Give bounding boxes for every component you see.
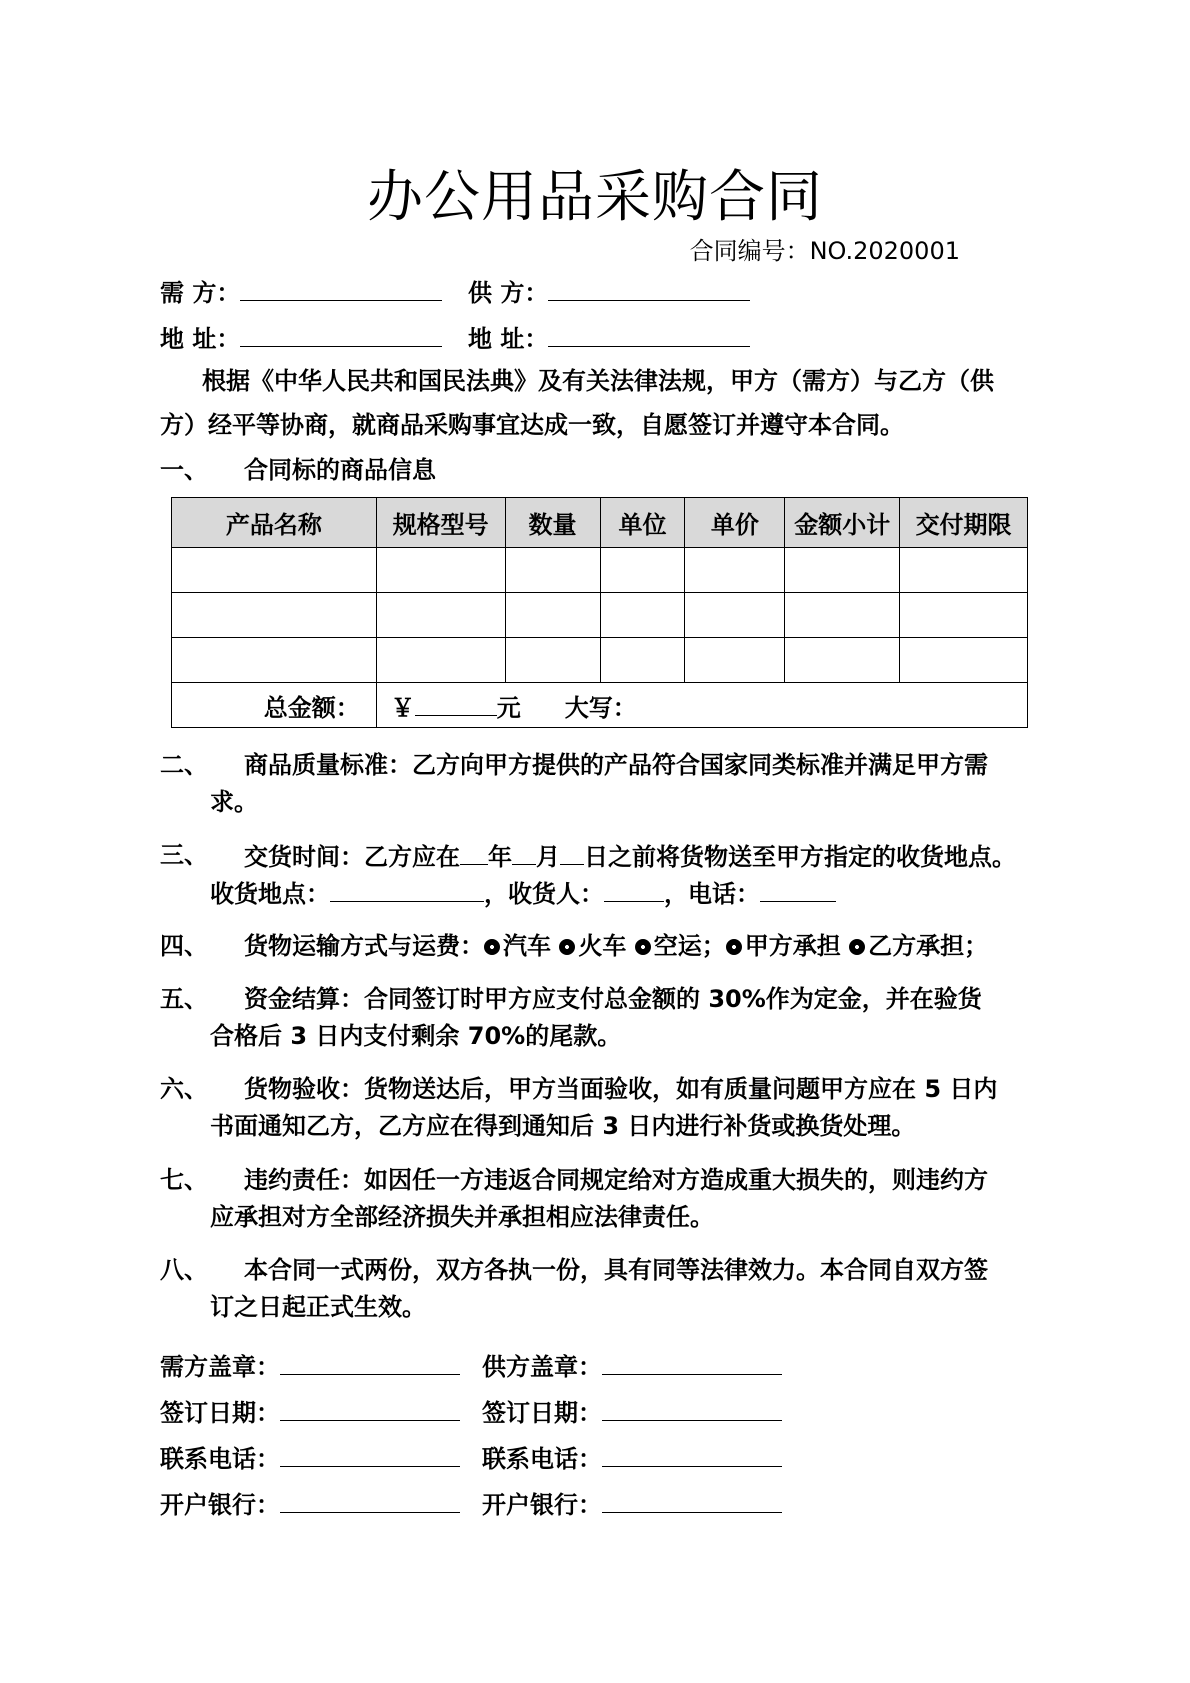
section-2-line-2: 求。 (210, 788, 258, 816)
phone-label: ，电话： (664, 880, 760, 908)
table-cell[interactable] (172, 548, 377, 593)
table-cell[interactable] (900, 548, 1028, 593)
table-cell[interactable] (900, 593, 1028, 638)
header-unit-price: 单价 (685, 498, 785, 548)
delivery-day-blank[interactable] (560, 840, 584, 865)
section-7-number: 七、 (160, 1166, 208, 1194)
table-cell[interactable] (172, 638, 377, 683)
buyer-bank-label: 开户银行： (160, 1491, 280, 1519)
section-1-number: 一、 (160, 456, 208, 484)
section-5-line-1: 资金结算：合同签订时甲方应支付总金额的 30%作为定金，并在验货 (244, 985, 982, 1013)
supplier-name-blank[interactable] (548, 276, 750, 301)
section-4-number: 四、 (160, 932, 208, 960)
supplier-sign-date-label: 签订日期： (482, 1399, 602, 1427)
option-air: 空运； (653, 932, 726, 960)
buyer-seal-blank[interactable] (280, 1350, 460, 1375)
buyer-row (160, 276, 442, 308)
supplier-seal-label: 供方盖章： (482, 1353, 602, 1381)
buyer-address-blank[interactable] (240, 322, 442, 347)
supplier-phone-blank[interactable] (602, 1442, 782, 1467)
receiving-location-blank[interactable] (330, 877, 484, 902)
buyer-seal-row (160, 1350, 460, 1382)
supplier-label: 供 方： (468, 279, 549, 307)
receiver-label: ，收货人： (484, 880, 604, 908)
radio-circle-icon[interactable] (849, 939, 865, 955)
table-cell[interactable] (900, 638, 1028, 683)
header-unit: 单位 (600, 498, 685, 548)
month-label: 月 (536, 843, 560, 871)
supplier-seal-blank[interactable] (602, 1350, 782, 1375)
supplier-address-blank[interactable] (548, 322, 750, 347)
table-cell[interactable] (685, 593, 785, 638)
intro-line-2: 方）经平等协商，就商品采购事宜达成一致，自愿签订并遵守本合同。 (160, 411, 904, 439)
buyer-seal-label: 需方盖章： (160, 1353, 280, 1381)
header-delivery-term: 交付期限 (900, 498, 1028, 548)
radio-circle-icon[interactable] (635, 939, 651, 955)
currency-unit: 元 (496, 693, 521, 722)
section-2-line-1: 商品质量标准：乙方向甲方提供的产品符合国家同类标准并满足甲方需 (244, 751, 988, 779)
section-3-line-2 (210, 877, 836, 909)
supplier-bank-blank[interactable] (602, 1488, 782, 1513)
table-cell[interactable] (685, 548, 785, 593)
year-label: 年 (488, 843, 512, 871)
contract-number: 合同编号：NO.2020001 (689, 237, 960, 265)
table-cell[interactable] (505, 593, 600, 638)
intro-line-1: 根据《中华人民共和国民法典》及有关法律法规，甲方（需方）与乙方（供 (202, 367, 994, 395)
total-amount-label: 总金额： (172, 683, 377, 728)
section-1-title: 合同标的商品信息 (244, 456, 436, 484)
table-cell[interactable] (376, 548, 505, 593)
section-5-line-2: 合格后 3 日内支付剩余 70%的尾款。 (210, 1022, 622, 1050)
supplier-bank-row (482, 1488, 782, 1520)
total-row (172, 683, 1028, 728)
table-cell[interactable] (505, 548, 600, 593)
buyer-phone-blank[interactable] (280, 1442, 460, 1467)
header-spec-model: 规格型号 (376, 498, 505, 548)
section-4-line (244, 931, 988, 961)
section-3-line-1 (244, 840, 1016, 872)
page-title: 办公用品采购合同 (367, 165, 823, 230)
buyer-date-row (160, 1396, 460, 1428)
buyer-sign-date-blank[interactable] (280, 1396, 460, 1421)
section-8-line-1: 本合同一式两份，双方各执一份，具有同等法律效力。本合同自双方签 (244, 1256, 988, 1284)
delivery-time-text: 交货时间：乙方应在 (244, 843, 460, 871)
transport-label: 货物运输方式与运费： (244, 932, 484, 960)
section-2-number: 二、 (160, 751, 208, 779)
section-8-number: 八、 (160, 1256, 208, 1284)
delivery-year-blank[interactable] (460, 840, 488, 865)
table-cell[interactable] (600, 593, 685, 638)
section-7-line-1: 违约责任：如因任一方违返合同规定给对方造成重大损失的，则违约方 (244, 1166, 988, 1194)
total-amount-cell (376, 683, 1027, 728)
table-cell[interactable] (600, 548, 685, 593)
section-3-number: 三、 (160, 841, 208, 869)
supplier-phone-label: 联系电话： (482, 1445, 602, 1473)
delivery-month-blank[interactable] (512, 840, 536, 865)
header-product-name: 产品名称 (172, 498, 377, 548)
buyer-sign-date-label: 签订日期： (160, 1399, 280, 1427)
table-cell[interactable] (785, 638, 900, 683)
section-6-number: 六、 (160, 1075, 208, 1103)
total-amount-blank[interactable] (415, 693, 497, 716)
buyer-bank-row (160, 1488, 460, 1520)
header-subtotal: 金额小计 (785, 498, 900, 548)
capital-amount-label: 大写： (564, 693, 637, 722)
table-row (172, 638, 1028, 683)
goods-table (171, 497, 1028, 728)
table-cell[interactable] (600, 638, 685, 683)
table-row (172, 593, 1028, 638)
supplier-sign-date-blank[interactable] (602, 1396, 782, 1421)
delivery-location-text: 日之前将货物送至甲方指定的收货地点。 (584, 843, 1016, 871)
section-7-line-2: 应承担对方全部经济损失并承担相应法律责任。 (210, 1203, 714, 1231)
table-cell[interactable] (376, 638, 505, 683)
table-cell[interactable] (685, 638, 785, 683)
receiving-location-label: 收货地点： (210, 880, 330, 908)
section-6-line-1: 货物验收：货物送达后，甲方当面验收，如有质量问题甲方应在 5 日内 (244, 1075, 998, 1103)
table-cell[interactable] (505, 638, 600, 683)
radio-circle-icon[interactable] (484, 939, 500, 955)
supplier-date-row (482, 1396, 782, 1428)
radio-circle-icon[interactable] (726, 939, 742, 955)
section-6-line-2: 书面通知乙方，乙方应在得到通知后 3 日内进行补货或换货处理。 (210, 1112, 916, 1140)
option-buyer-pays: 甲方承担 (744, 932, 841, 960)
buyer-address-row (160, 322, 442, 354)
supplier-bank-label: 开户银行： (482, 1491, 602, 1519)
table-cell[interactable] (785, 548, 900, 593)
option-truck: 汽车 (503, 932, 551, 960)
header-quantity: 数量 (505, 498, 600, 548)
option-supplier-pays: 乙方承担； (868, 932, 989, 960)
option-train: 火车 (578, 932, 627, 960)
buyer-phone-row (160, 1442, 460, 1474)
buyer-phone-label: 联系电话： (160, 1445, 280, 1473)
currency-symbol: ￥ (390, 693, 415, 722)
buyer-name-blank[interactable] (240, 276, 442, 301)
table-header-row (172, 498, 1028, 548)
buyer-bank-blank[interactable] (280, 1488, 460, 1513)
supplier-seal-row (482, 1350, 782, 1382)
receiver-blank[interactable] (604, 877, 664, 902)
buyer-address-label: 地 址： (160, 325, 241, 353)
supplier-address-row (468, 322, 750, 354)
table-cell[interactable] (172, 593, 377, 638)
supplier-phone-row (482, 1442, 782, 1474)
phone-blank[interactable] (760, 877, 836, 902)
table-row (172, 548, 1028, 593)
table-cell[interactable] (785, 593, 900, 638)
table-cell[interactable] (376, 593, 505, 638)
supplier-row (468, 276, 750, 308)
radio-circle-icon[interactable] (559, 939, 575, 955)
supplier-address-label: 地 址： (468, 325, 549, 353)
section-5-number: 五、 (160, 985, 208, 1013)
buyer-label: 需 方： (160, 279, 241, 307)
section-8-line-2: 订之日起正式生效。 (210, 1293, 426, 1321)
